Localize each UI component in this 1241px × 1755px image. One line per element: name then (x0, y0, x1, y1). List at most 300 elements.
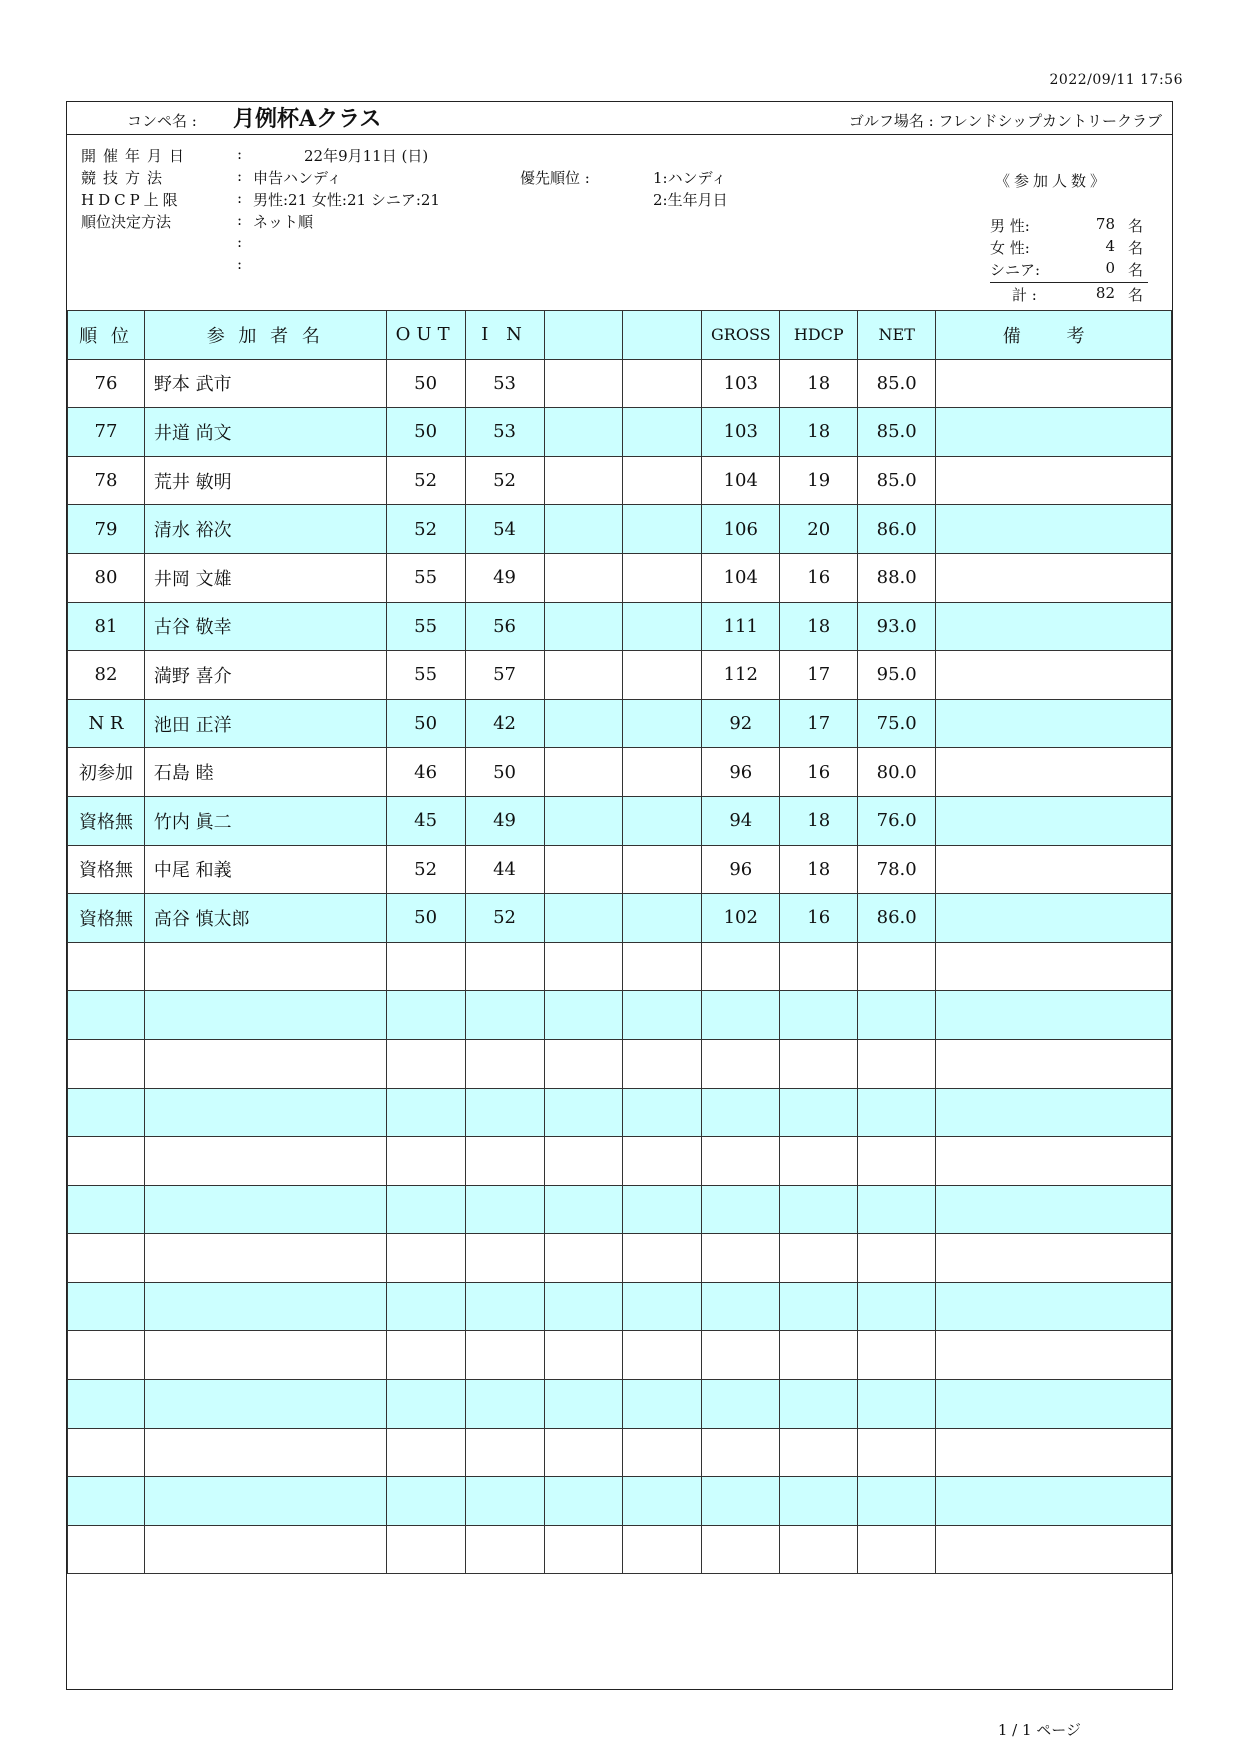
hdcp-cell: 18 (780, 359, 858, 408)
table-row (68, 1331, 1172, 1380)
remarks-cell (936, 602, 1172, 651)
name-cell: 竹内 眞二 (144, 796, 386, 845)
net-cell (858, 1525, 936, 1574)
net-cell: 76.0 (858, 796, 936, 845)
result-sheet (66, 101, 1173, 1690)
gross-cell: 112 (702, 651, 780, 700)
priority-2: 2:生年月日 (653, 191, 728, 209)
title-bar (67, 102, 1172, 135)
net-cell: 80.0 (858, 748, 936, 797)
gross-cell (702, 1428, 780, 1477)
name-cell (144, 1477, 386, 1526)
name-cell: 井岡 文雄 (144, 553, 386, 602)
summary-label: 男 性: (990, 217, 1030, 235)
hdcp-cell: 16 (780, 748, 858, 797)
name-cell: 野本 武市 (144, 359, 386, 408)
remarks-cell (936, 991, 1172, 1040)
out-cell (386, 1380, 465, 1429)
summary-row (990, 259, 1145, 281)
remarks-cell (936, 1282, 1172, 1331)
rank-cell: 82 (68, 651, 145, 700)
out-cell (386, 1137, 465, 1186)
net-cell: 93.0 (858, 602, 936, 651)
in-cell: 49 (465, 796, 544, 845)
table-row (68, 1477, 1172, 1526)
blank-cell (623, 894, 702, 943)
table-row (68, 651, 1172, 700)
gross-cell (702, 1380, 780, 1429)
table-row (68, 359, 1172, 408)
in-cell: 44 (465, 845, 544, 894)
remarks-cell (936, 796, 1172, 845)
blank-cell (623, 505, 702, 554)
hdcp-cell: 18 (780, 845, 858, 894)
remarks-cell (936, 1039, 1172, 1088)
gross-cell: 94 (702, 796, 780, 845)
hdcp-cell: 19 (780, 456, 858, 505)
net-cell: 78.0 (858, 845, 936, 894)
blank-cell (544, 359, 623, 408)
in-cell (465, 1088, 544, 1137)
gross-cell: 104 (702, 456, 780, 505)
table-row (68, 699, 1172, 748)
hdcp-cell: 16 (780, 894, 858, 943)
rank-cell: 76 (68, 359, 145, 408)
table-row (68, 1088, 1172, 1137)
net-cell: 85.0 (858, 359, 936, 408)
gross-cell (702, 1088, 780, 1137)
rank-cell: 初参加 (68, 748, 145, 797)
rank-cell: N R (68, 699, 145, 748)
table-row (68, 602, 1172, 651)
rank-cell (68, 1234, 145, 1283)
in-cell (465, 1234, 544, 1283)
hdcp-cell (780, 1331, 858, 1380)
in-cell: 52 (465, 894, 544, 943)
summary-label: 計 : (1012, 286, 1037, 304)
out-cell (386, 1282, 465, 1331)
hdcp-cell (780, 1477, 858, 1526)
gross-cell (702, 1477, 780, 1526)
blank-cell (623, 359, 702, 408)
blank-cell (623, 942, 702, 991)
rank-header: 順 位 (68, 311, 145, 360)
blank-cell (623, 1185, 702, 1234)
name-cell (144, 1282, 386, 1331)
table-row (68, 1380, 1172, 1429)
summary-row (990, 237, 1145, 259)
name-cell (144, 1525, 386, 1574)
competition-info (67, 134, 1172, 311)
table-row (68, 796, 1172, 845)
blank-cell (544, 456, 623, 505)
blank-cell (623, 845, 702, 894)
in-cell (465, 1331, 544, 1380)
out-cell (386, 1039, 465, 1088)
remarks-cell (936, 1185, 1172, 1234)
net-cell (858, 1477, 936, 1526)
rank-method-value: ネット順 (253, 213, 314, 231)
blank-cell (544, 748, 623, 797)
table-row (68, 845, 1172, 894)
blank-cell (623, 991, 702, 1040)
in-cell (465, 1137, 544, 1186)
remarks-cell (936, 359, 1172, 408)
net-cell: 85.0 (858, 408, 936, 457)
gross-cell (702, 1137, 780, 1186)
blank-cell (544, 796, 623, 845)
remarks-cell (936, 553, 1172, 602)
blank-cell (623, 796, 702, 845)
net-cell (858, 1137, 936, 1186)
colon: : (237, 255, 243, 273)
blank-header (544, 311, 623, 360)
rank-cell: 資格無 (68, 894, 145, 943)
net-cell (858, 1428, 936, 1477)
net-cell (858, 1234, 936, 1283)
in-cell: 42 (465, 699, 544, 748)
summary-total-row (990, 284, 1145, 306)
date-value: 22年9月11日 (日) (304, 147, 429, 165)
out-cell (386, 991, 465, 1040)
name-cell (144, 1137, 386, 1186)
rank-cell (68, 1380, 145, 1429)
out-header: OUT (386, 311, 465, 360)
blank-cell (544, 1380, 623, 1429)
name-cell (144, 1234, 386, 1283)
out-cell (386, 1331, 465, 1380)
hdcp-cell (780, 1525, 858, 1574)
table-row (68, 1234, 1172, 1283)
net-cell (858, 1039, 936, 1088)
summary-count: 82 (1095, 284, 1115, 302)
net-cell: 86.0 (858, 505, 936, 554)
gross-cell: 103 (702, 408, 780, 457)
table-row (68, 1039, 1172, 1088)
name-cell: 井道 尚文 (144, 408, 386, 457)
rank-cell: 80 (68, 553, 145, 602)
blank-cell (623, 699, 702, 748)
blank-cell (544, 1185, 623, 1234)
table-row (68, 1137, 1172, 1186)
blank-cell (544, 408, 623, 457)
hdcp-cell: 18 (780, 602, 858, 651)
remarks-cell (936, 651, 1172, 700)
blank-cell (623, 1477, 702, 1526)
out-cell (386, 942, 465, 991)
net-cell (858, 1088, 936, 1137)
gross-cell: 92 (702, 699, 780, 748)
colon: : (237, 145, 243, 163)
blank-cell (623, 456, 702, 505)
name-cell (144, 942, 386, 991)
out-cell (386, 1525, 465, 1574)
remarks-cell (936, 1477, 1172, 1526)
rank-cell (68, 1185, 145, 1234)
remarks-cell (936, 894, 1172, 943)
in-cell: 54 (465, 505, 544, 554)
summary-unit: 名 (1127, 239, 1143, 257)
net-cell: 75.0 (858, 699, 936, 748)
hdcp-cell (780, 991, 858, 1040)
hdcp-cell (780, 1380, 858, 1429)
blank-cell (544, 845, 623, 894)
table-header-row (68, 311, 1172, 360)
out-cell: 52 (386, 456, 465, 505)
net-header: NET (858, 311, 936, 360)
gross-cell (702, 1525, 780, 1574)
blank-cell (544, 1039, 623, 1088)
gross-cell: 111 (702, 602, 780, 651)
hdcp-cell (780, 1088, 858, 1137)
page-number: 1 / 1 ページ (997, 1721, 1081, 1739)
date-label: 開催年月日 (81, 147, 192, 165)
name-cell (144, 1185, 386, 1234)
name-cell: 古谷 敬幸 (144, 602, 386, 651)
remarks-cell (936, 505, 1172, 554)
gross-cell (702, 1185, 780, 1234)
net-cell (858, 991, 936, 1040)
name-cell: 池田 正洋 (144, 699, 386, 748)
summary-label: 女 性: (990, 239, 1030, 257)
out-cell: 55 (386, 602, 465, 651)
colon: : (237, 211, 243, 229)
hdcp-cell: 20 (780, 505, 858, 554)
gross-cell: 106 (702, 505, 780, 554)
remarks-cell (936, 699, 1172, 748)
remarks-cell (936, 1380, 1172, 1429)
hdcp-cell (780, 1282, 858, 1331)
net-cell: 88.0 (858, 553, 936, 602)
remarks-cell (936, 1331, 1172, 1380)
gross-cell (702, 991, 780, 1040)
hdcp-cell: 16 (780, 553, 858, 602)
name-cell (144, 1088, 386, 1137)
rank-cell: 79 (68, 505, 145, 554)
blank-cell (544, 1331, 623, 1380)
name-cell: 中尾 和義 (144, 845, 386, 894)
in-cell (465, 1380, 544, 1429)
net-cell (858, 1331, 936, 1380)
table-row (68, 1428, 1172, 1477)
out-cell (386, 1185, 465, 1234)
hdcp-cell: 17 (780, 651, 858, 700)
name-cell (144, 1039, 386, 1088)
gross-cell (702, 1331, 780, 1380)
out-cell: 52 (386, 845, 465, 894)
out-cell: 50 (386, 699, 465, 748)
in-cell (465, 1185, 544, 1234)
gross-cell: 103 (702, 359, 780, 408)
results-body (68, 359, 1172, 1574)
blank-cell (544, 1282, 623, 1331)
summary-divider (990, 282, 1148, 283)
gross-cell (702, 942, 780, 991)
in-cell: 50 (465, 748, 544, 797)
net-cell (858, 942, 936, 991)
remarks-cell (936, 1428, 1172, 1477)
summary-count: 78 (1095, 215, 1115, 233)
remarks-cell (936, 942, 1172, 991)
colon: : (237, 167, 243, 185)
remarks-header: 備 考 (936, 311, 1172, 360)
competition-title: 月例杯Aクラス (233, 106, 382, 132)
priority-1: 1:ハンディ (653, 169, 727, 187)
out-cell: 52 (386, 505, 465, 554)
table-row (68, 1525, 1172, 1574)
in-cell: 57 (465, 651, 544, 700)
gross-cell (702, 1039, 780, 1088)
hdcp-cell (780, 942, 858, 991)
blank-cell (623, 1282, 702, 1331)
hdcp-header: HDCP (780, 311, 858, 360)
net-cell (858, 1380, 936, 1429)
blank-cell (623, 1039, 702, 1088)
net-cell: 95.0 (858, 651, 936, 700)
blank-cell (623, 1525, 702, 1574)
blank-cell (623, 1088, 702, 1137)
gross-cell: 104 (702, 553, 780, 602)
in-cell (465, 991, 544, 1040)
name-cell: 高谷 慎太郎 (144, 894, 386, 943)
in-cell (465, 1428, 544, 1477)
in-cell: 56 (465, 602, 544, 651)
table-row (68, 408, 1172, 457)
blank-cell (623, 408, 702, 457)
rank-cell: 78 (68, 456, 145, 505)
out-cell: 50 (386, 894, 465, 943)
hdcp-cell (780, 1185, 858, 1234)
blank-cell (623, 1331, 702, 1380)
colon: : (237, 233, 243, 251)
rank-cell (68, 1137, 145, 1186)
out-cell: 55 (386, 553, 465, 602)
rank-cell: 77 (68, 408, 145, 457)
in-cell: 49 (465, 553, 544, 602)
blank-header (623, 311, 702, 360)
remarks-cell (936, 1088, 1172, 1137)
out-cell (386, 1477, 465, 1526)
rank-cell (68, 1428, 145, 1477)
out-cell: 50 (386, 359, 465, 408)
blank-cell (623, 1234, 702, 1283)
blank-cell (544, 602, 623, 651)
gross-cell: 96 (702, 845, 780, 894)
blank-cell (544, 1137, 623, 1186)
rank-cell (68, 1331, 145, 1380)
summary-title: 《参加人数》 (995, 172, 1110, 190)
net-cell (858, 1282, 936, 1331)
blank-cell (623, 1137, 702, 1186)
name-cell (144, 1380, 386, 1429)
blank-cell (623, 602, 702, 651)
table-row (68, 553, 1172, 602)
rank-cell (68, 1477, 145, 1526)
remarks-cell (936, 1234, 1172, 1283)
rank-cell (68, 1282, 145, 1331)
out-cell: 55 (386, 651, 465, 700)
name-cell (144, 991, 386, 1040)
out-cell (386, 1428, 465, 1477)
hdcp-cell (780, 1039, 858, 1088)
name-cell: 石島 睦 (144, 748, 386, 797)
blank-cell (544, 1428, 623, 1477)
summary-unit: 名 (1127, 217, 1143, 235)
out-cell: 46 (386, 748, 465, 797)
name-cell (144, 1331, 386, 1380)
rank-method-label: 順位決定方法 (81, 213, 172, 231)
summary-count: 0 (1105, 259, 1115, 277)
blank-cell (623, 651, 702, 700)
table-row (68, 1282, 1172, 1331)
hdcp-cell (780, 1234, 858, 1283)
table-row (68, 942, 1172, 991)
remarks-cell (936, 1137, 1172, 1186)
in-cell: 53 (465, 359, 544, 408)
blank-cell (544, 699, 623, 748)
hdcp-cell: 17 (780, 699, 858, 748)
rank-cell (68, 1039, 145, 1088)
colon: : (237, 189, 243, 207)
method-label: 競技方法 (81, 169, 170, 187)
remarks-cell (936, 408, 1172, 457)
in-cell (465, 1282, 544, 1331)
remarks-cell (936, 845, 1172, 894)
in-header: I N (465, 311, 544, 360)
name-cell (144, 1428, 386, 1477)
rank-cell: 資格無 (68, 796, 145, 845)
net-cell: 86.0 (858, 894, 936, 943)
out-cell: 50 (386, 408, 465, 457)
blank-cell (544, 991, 623, 1040)
gross-cell (702, 1234, 780, 1283)
method-value: 申告ハンディ (253, 169, 342, 187)
priority-label: 優先順位 : (520, 169, 590, 187)
blank-cell (544, 1525, 623, 1574)
name-cell: 満野 喜介 (144, 651, 386, 700)
print-timestamp: 2022/09/11 17:56 (1049, 72, 1183, 88)
blank-cell (623, 553, 702, 602)
competition-label: コンペ名 : (127, 112, 197, 130)
remarks-cell (936, 456, 1172, 505)
rank-cell: 資格無 (68, 845, 145, 894)
in-cell: 53 (465, 408, 544, 457)
remarks-cell (936, 748, 1172, 797)
blank-cell (544, 651, 623, 700)
hdcp-label: HDCP上限 (81, 191, 182, 209)
blank-cell (544, 1477, 623, 1526)
hdcp-value: 男性:21 女性:21 シニア:21 (253, 191, 440, 209)
summary-label: シニア: (990, 261, 1041, 279)
rank-cell (68, 1525, 145, 1574)
name-cell: 荒井 敏明 (144, 456, 386, 505)
hdcp-cell: 18 (780, 796, 858, 845)
blank-cell (544, 1234, 623, 1283)
results-table (67, 310, 1172, 1574)
gross-cell (702, 1282, 780, 1331)
rank-cell (68, 942, 145, 991)
gross-header: GROSS (702, 311, 780, 360)
table-row (68, 505, 1172, 554)
hdcp-cell (780, 1137, 858, 1186)
in-cell (465, 942, 544, 991)
net-cell: 85.0 (858, 456, 936, 505)
blank-cell (544, 894, 623, 943)
out-cell (386, 1234, 465, 1283)
summary-unit: 名 (1127, 261, 1143, 279)
hdcp-cell: 18 (780, 408, 858, 457)
blank-cell (544, 1088, 623, 1137)
